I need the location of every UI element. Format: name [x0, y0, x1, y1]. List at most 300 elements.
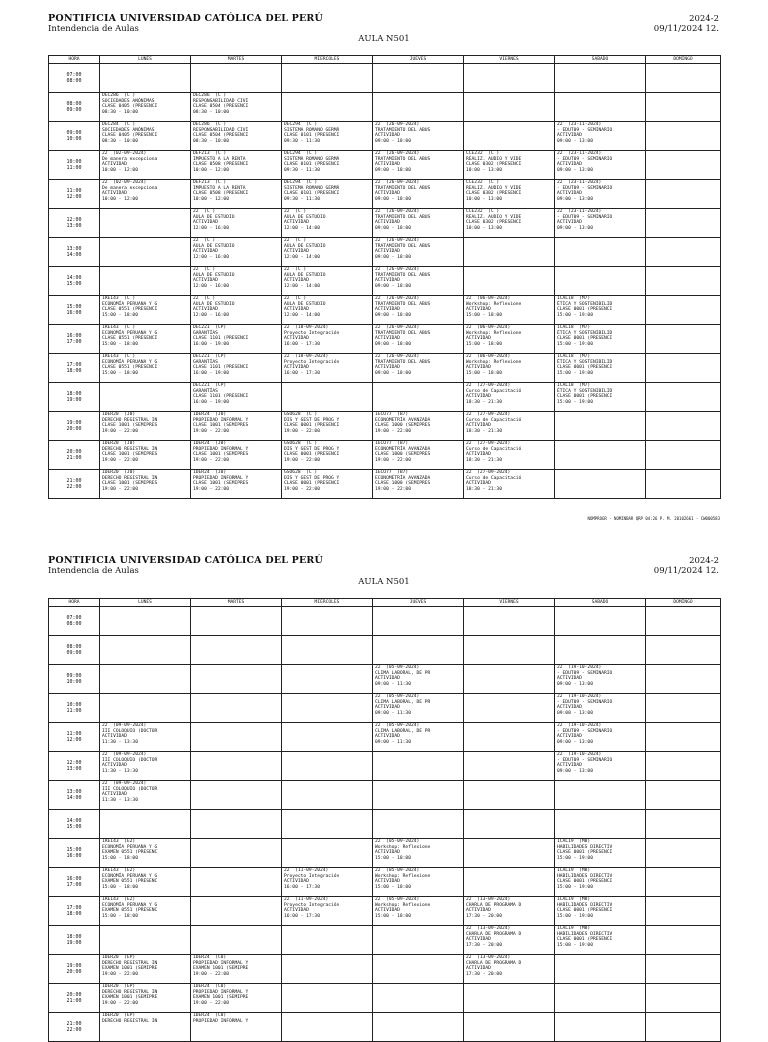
day-header-miercoles: MIERCOLES	[282, 56, 373, 64]
day-header-jueves: JUEVES	[373, 599, 464, 607]
time-row	[49, 267, 721, 296]
event-text: 1DER24 (J0) PROPIEDAD INFORMAL Y CLASE 1001 (SEMIPRES 19:00 - 22:00	[193, 412, 249, 434]
schedule-cell	[646, 296, 721, 325]
schedule-cell	[646, 209, 721, 238]
schedule-cell	[191, 955, 282, 984]
schedule-cell	[555, 665, 646, 694]
hour-cell	[49, 752, 100, 781]
hour-start: 21:00	[66, 1021, 82, 1027]
day-header-sabado: SABADO	[555, 599, 646, 607]
event-text: 22 (05-09-2024) Workshop: Reflexione ACTIVIDAD 15:00 - 18:00	[375, 897, 431, 919]
schedule-cell	[282, 412, 373, 441]
event-text: 22 (26-09-2024) TRATAMIENTO DEL ABUS ACTIVIDAD 09:00 - 18:00	[375, 238, 431, 260]
schedule-cell	[373, 122, 464, 151]
hour-end: 21:00	[66, 998, 82, 1004]
day-header-lunes: LUNES	[100, 56, 191, 64]
time-row	[49, 151, 721, 180]
schedule-cell	[191, 180, 282, 209]
event-text: 22 (23-11-2024) - EDUT09 - SEMINARIO ACTIVIDAD 09:00 - 13:00	[557, 180, 613, 202]
hour-end: 08:00	[66, 78, 82, 84]
time-row	[49, 723, 721, 752]
schedule-cell	[100, 93, 191, 122]
hour-start: 17:00	[66, 362, 82, 368]
hour-cell	[49, 868, 100, 897]
hour-end: 15:00	[66, 824, 82, 830]
schedule-cell	[373, 238, 464, 267]
schedule-cell	[282, 267, 373, 296]
schedule-cell	[555, 810, 646, 839]
time-row	[49, 470, 721, 499]
schedule-cell	[191, 267, 282, 296]
schedule-cell	[373, 607, 464, 636]
time-row	[49, 383, 721, 412]
schedule-cell	[373, 752, 464, 781]
schedule-cell	[191, 897, 282, 926]
schedule-cell	[100, 151, 191, 180]
schedule-cell	[282, 868, 373, 897]
schedule-cell	[282, 383, 373, 412]
time-row	[49, 325, 721, 354]
hour-end: 18:00	[66, 368, 82, 374]
hour-cell	[49, 325, 100, 354]
schedule-cell	[100, 607, 191, 636]
schedule-table	[48, 55, 721, 499]
schedule-cell	[373, 839, 464, 868]
hour-end: 17:00	[66, 339, 82, 345]
schedule-cell	[646, 781, 721, 810]
schedule-cell	[555, 64, 646, 93]
time-row	[49, 781, 721, 810]
schedule-cell	[100, 665, 191, 694]
hour-cell	[49, 781, 100, 810]
hour-cell	[49, 64, 100, 93]
page-footer: NOMPROGR - NOMINBAR QRP 04:26 P. M. 20102661 - CW000583	[587, 516, 720, 521]
hour-start: 20:00	[66, 449, 82, 455]
event-text: 1RE143 (C ) ECONOMÍA PERUANA Y G CLASE 0551 (PRESENCI 15:00 - 18:00	[102, 354, 158, 376]
schedule-cell	[555, 441, 646, 470]
event-text: DEC286 (C ) RESPONSABILIDAD CIVI CLASE 0504 (PRESENCI 08:30 - 10:00	[193, 93, 249, 115]
time-row	[49, 64, 721, 93]
hour-start: 17:00	[66, 905, 82, 911]
schedule-cell	[464, 752, 555, 781]
time-row	[49, 810, 721, 839]
hour-start: 12:00	[66, 217, 82, 223]
schedule-cell	[646, 897, 721, 926]
hour-start: 11:00	[66, 188, 82, 194]
event-text: DEC221 (CP) GARANTÍAS CLASE 1101 (PRESENCI 16:00 - 19:00	[193, 325, 249, 347]
schedule-cell	[282, 665, 373, 694]
schedule-cell	[373, 267, 464, 296]
schedule-cell	[646, 412, 721, 441]
event-text: 1DER20 (EP) DERECHO REGISTRAL IN	[102, 1013, 158, 1024]
event-text: 1RE143 (E2) ECONOMÍA PERUANA Y G EXAMEN 0551 (PRESENC 15:00 - 18:00	[102, 839, 158, 861]
hour-cell	[49, 354, 100, 383]
event-text: 22 (23-11-2024) - EDUT09 - SEMINARIO ACTIVIDAD 09:00 - 13:00	[557, 151, 613, 173]
day-header-sabado: SABADO	[555, 56, 646, 64]
event-text: 1CAL19 (M8) HABILIDADES DIRECTIV CLASE 0001 (PRESENCI 15:00 - 19:00	[557, 926, 613, 948]
schedule-cell	[646, 868, 721, 897]
hour-cell	[49, 296, 100, 325]
schedule-cell	[464, 665, 555, 694]
schedule-cell	[373, 955, 464, 984]
event-text: 22 (05-09-2024) CLIMA LABORAL, DE PR ACTIVIDAD 09:00 - 11:30	[375, 723, 431, 745]
schedule-cell	[646, 926, 721, 955]
schedule-cell	[373, 926, 464, 955]
schedule-cell	[282, 723, 373, 752]
event-text: 22 (27-09-2024) Curso de Capacitació ACTIVIDAD 18:30 - 21:30	[466, 412, 522, 434]
day-header-lunes: LUNES	[100, 599, 191, 607]
schedule-cell	[646, 122, 721, 151]
schedule-cell	[555, 209, 646, 238]
schedule-cell	[191, 752, 282, 781]
schedule-cell	[100, 868, 191, 897]
schedule-cell	[373, 694, 464, 723]
event-text: 22 (C ) AULA DE ESTUDIO ACTIVIDAD 12:00 - 14:00	[284, 296, 326, 318]
schedule-cell	[373, 665, 464, 694]
hour-cell	[49, 470, 100, 499]
schedule-cell	[191, 665, 282, 694]
university-name: PONTIFICIA UNIVERSIDAD CATÓLICA DEL PERÚ	[48, 13, 324, 24]
schedule-cell	[282, 122, 373, 151]
event-text: 22 (C ) AULA DE ESTUDIO ACTIVIDAD 12:00 - 14:00	[284, 238, 326, 260]
schedule-cell	[373, 984, 464, 1013]
schedule-cell	[282, 354, 373, 383]
schedule-cell	[191, 607, 282, 636]
schedule-cell	[555, 93, 646, 122]
schedule-cell	[282, 926, 373, 955]
event-text: 22 (13-09-2024) CHARLA DE PROGRAMA D ACTIVIDAD 17:30 - 20:00	[466, 926, 522, 948]
schedule-cell	[464, 209, 555, 238]
schedule-cell	[464, 781, 555, 810]
schedule-cell	[464, 810, 555, 839]
schedule-cell	[373, 180, 464, 209]
schedule-cell	[100, 354, 191, 383]
schedule-cell	[282, 810, 373, 839]
schedule-cell	[646, 238, 721, 267]
schedule-cell	[464, 296, 555, 325]
schedule-cell	[100, 955, 191, 984]
event-text: 22 (26-09-2024) TRATAMIENTO DEL ABUS ACTIVIDAD 09:00 - 18:00	[375, 180, 431, 202]
hour-end: 10:00	[66, 136, 82, 142]
schedule-cell	[464, 955, 555, 984]
event-text: 22 (26-09-2024) TRATAMIENTO DEL ABUS ACTIVIDAD 09:00 - 18:00	[375, 296, 431, 318]
period: 2024-2	[689, 14, 719, 24]
hour-start: 08:00	[66, 101, 82, 107]
time-row	[49, 441, 721, 470]
schedule-cell	[373, 897, 464, 926]
schedule-cell	[646, 752, 721, 781]
time-row	[49, 180, 721, 209]
day-header-jueves: JUEVES	[373, 56, 464, 64]
hour-cell	[49, 238, 100, 267]
day-header-martes: MARTES	[191, 56, 282, 64]
hour-cell	[49, 926, 100, 955]
event-text: 22 (26-09-2024) TRATAMIENTO DEL ABUS ACTIVIDAD 09:00 - 18:00	[375, 209, 431, 231]
time-row	[49, 868, 721, 897]
time-row	[49, 354, 721, 383]
hour-cell	[49, 723, 100, 752]
schedule-cell	[282, 839, 373, 868]
schedule-cell	[191, 441, 282, 470]
day-header-viernes: VIERNES	[464, 599, 555, 607]
schedule-cell	[100, 209, 191, 238]
event-text: DEC294 (C ) SISTEMA ROMANO GERMÁ CLASE 0101 (PRESENCI 09:30 - 11:30	[284, 151, 340, 173]
schedule-cell	[464, 93, 555, 122]
schedule-cell	[191, 93, 282, 122]
time-row	[49, 636, 721, 665]
schedule-cell	[464, 868, 555, 897]
hour-start: 10:00	[66, 159, 82, 165]
schedule-cell	[191, 383, 282, 412]
event-text: 22 (C ) AULA DE ESTUDIO ACTIVIDAD 12:00 - 16:00	[193, 296, 235, 318]
hour-start: 19:00	[66, 963, 82, 969]
office-name: Intendencia de Aulas	[48, 24, 139, 34]
hour-cell	[49, 180, 100, 209]
schedule-cell	[555, 238, 646, 267]
hour-cell	[49, 636, 100, 665]
schedule-cell	[373, 325, 464, 354]
schedule-cell	[646, 151, 721, 180]
schedule-cell	[282, 897, 373, 926]
schedule-cell	[464, 984, 555, 1013]
event-text: DEC221 (CP) GARANTÍAS CLASE 1101 (PRESENCI 16:00 - 19:00	[193, 383, 249, 405]
schedule-cell	[100, 383, 191, 412]
time-row	[49, 607, 721, 636]
hour-end: 12:00	[66, 737, 82, 743]
hour-cell	[49, 122, 100, 151]
schedule-cell	[464, 383, 555, 412]
schedule-cell	[555, 694, 646, 723]
event-text: 22 (19-10-2024) - EDUT09 - SEMINARIO ACTIVIDAD 09:00 - 13:00	[557, 723, 613, 745]
day-header-viernes: VIERNES	[464, 56, 555, 64]
hour-start: 16:00	[66, 876, 82, 882]
schedule-cell	[555, 151, 646, 180]
event-text: CCE232 (C ) REALIZ. AUDIO Y VIDE CLASE 0302 (PRESENCI 10:00 - 13:00	[466, 209, 522, 231]
header-right	[654, 556, 719, 576]
event-text: 22 (02-09-2024) De manera excepciona ACTIVIDAD 10:00 - 12:00	[102, 151, 158, 173]
hour-start: 07:00	[66, 72, 82, 78]
schedule-cell	[373, 209, 464, 238]
schedule-cell	[555, 636, 646, 665]
schedule-cell	[282, 636, 373, 665]
schedule-cell	[464, 723, 555, 752]
schedule-cell	[373, 412, 464, 441]
schedule-cell	[646, 383, 721, 412]
schedule-cell	[464, 441, 555, 470]
event-text: DEC221 (CP) GARANTÍAS CLASE 1101 (PRESENCI 16:00 - 19:00	[193, 354, 249, 376]
event-text: 22 (26-09-2024) TRATAMIENTO DEL ABUS ACTIVIDAD 09:00 - 18:00	[375, 151, 431, 173]
schedule-cell	[100, 694, 191, 723]
event-text: GSO628 (C ) DIS Y GEST DE PROG Y CLASE 0001 (PRESENCI 19:00 - 22:00	[284, 470, 340, 492]
schedule-cell	[646, 636, 721, 665]
time-row	[49, 694, 721, 723]
hour-end: 10:00	[66, 679, 82, 685]
hour-end: 09:00	[66, 650, 82, 656]
schedule-cell	[282, 296, 373, 325]
schedule-cell	[464, 607, 555, 636]
hour-cell	[49, 810, 100, 839]
event-text: 1DER20 (J0) DERECHO REGISTRAL IN CLASE 1001 (SEMIPRES 19:00 - 22:00	[102, 470, 158, 492]
time-row	[49, 209, 721, 238]
hour-start: 19:00	[66, 420, 82, 426]
event-text: 1ECO77 (B7) ECONOMETRÍA AVANZADA CLASE 1000 (SEMIPRES 19:00 - 22:00	[375, 470, 431, 492]
hour-start: 14:00	[66, 818, 82, 824]
schedule-cell	[555, 1013, 646, 1042]
time-row	[49, 238, 721, 267]
day-header-row	[49, 599, 721, 607]
event-text: 22 (18-09-2024) Proyecto Integración ACTIVIDAD 16:00 - 17:30	[284, 325, 340, 347]
event-text: 22 (02-09-2024) De manera excepciona ACTIVIDAD 10:00 - 12:00	[102, 180, 158, 202]
day-header-row	[49, 56, 721, 64]
hour-end: 13:00	[66, 223, 82, 229]
schedule-cell	[646, 810, 721, 839]
schedule-cell	[555, 752, 646, 781]
event-text: 1DER20 (EP) DERECHO REGISTRAL IN EXAMEN 1001 (SEMIPRE 19:00 - 22:00	[102, 955, 158, 977]
schedule-cell	[555, 723, 646, 752]
hour-end: 14:00	[66, 252, 82, 258]
schedule-cell	[555, 984, 646, 1013]
schedule-cell	[100, 441, 191, 470]
schedule-cell	[100, 267, 191, 296]
schedule-cell	[100, 180, 191, 209]
schedule-cell	[282, 607, 373, 636]
schedule-cell	[100, 897, 191, 926]
schedule-cell	[282, 209, 373, 238]
schedule-cell	[464, 470, 555, 499]
event-text: 22 (18-09-2024) Proyecto Integración ACTIVIDAD 16:00 - 17:30	[284, 354, 340, 376]
event-text: 1DER24 (J0) PROPIEDAD INFORMAL Y CLASE 1001 (SEMIPRES 19:00 - 22:00	[193, 470, 249, 492]
day-header-domingo: DOMINGO	[646, 599, 721, 607]
event-text: 22 (11-09-2024) Proyecto Integración ACTIVIDAD 16:00 - 17:30	[284, 897, 340, 919]
schedule-cell	[191, 636, 282, 665]
hour-cell	[49, 93, 100, 122]
event-text: DEF213 (C ) IMPUESTO A LA RENTA CLASE 0508 (PRESENCI 10:00 - 12:00	[193, 151, 249, 173]
schedule-cell	[646, 64, 721, 93]
period: 2024-2	[689, 556, 719, 566]
schedule-cell	[464, 180, 555, 209]
schedule-cell	[464, 1013, 555, 1042]
event-text: 22 (23-11-2024) - EDUT09 - SEMINARIO ACTIVIDAD 09:00 - 13:00	[557, 122, 613, 144]
schedule-cell	[464, 122, 555, 151]
schedule-cell	[464, 694, 555, 723]
schedule-cell	[191, 412, 282, 441]
time-row	[49, 665, 721, 694]
schedule-cell	[646, 441, 721, 470]
hour-start: 10:00	[66, 702, 82, 708]
event-text: 22 (11-09-2024) Proyecto Integración ACTIVIDAD 16:00 - 17:30	[284, 868, 340, 890]
schedule-cell	[555, 383, 646, 412]
hour-start: 08:00	[66, 644, 82, 650]
event-text: DEC294 (C ) SISTEMA ROMANO GERMÁ CLASE 0101 (PRESENCI 09:30 - 11:30	[284, 122, 340, 144]
event-text: DEF213 (C ) IMPUESTO A LA RENTA CLASE 0508 (PRESENCI 10:00 - 12:00	[193, 180, 249, 202]
hour-end: 22:00	[66, 484, 82, 490]
event-text: 1RE143 (C ) ECONOMÍA PERUANA Y G CLASE 0551 (PRESENCI 15:00 - 18:00	[102, 325, 158, 347]
schedule-cell	[555, 354, 646, 383]
schedule-cell	[282, 151, 373, 180]
event-text: 22 (27-09-2024) Curso de Capacitació ACTIVIDAD 18:30 - 21:30	[466, 470, 522, 492]
schedule-cell	[100, 238, 191, 267]
hour-end: 08:00	[66, 621, 82, 627]
event-text: 1ECO77 (B7) ECONOMETRÍA AVANZADA CLASE 1000 (SEMIPRES 19:00 - 22:00	[375, 441, 431, 463]
schedule-cell	[464, 238, 555, 267]
event-text: GSO628 (C ) DIS Y GEST DE PROG Y CLASE 0001 (PRESENCI 19:00 - 22:00	[284, 412, 340, 434]
event-text: 22 (C ) AULA DE ESTUDIO ACTIVIDAD 12:00 - 14:00	[284, 209, 326, 231]
hour-end: 09:00	[66, 107, 82, 113]
event-text: 1DER24 (J0) PROPIEDAD INFORMAL Y CLASE 1001 (SEMIPRES 19:00 - 22:00	[193, 441, 249, 463]
schedule-cell	[373, 93, 464, 122]
schedule-cell	[373, 151, 464, 180]
event-text: 1CAL19 (M8) HABILIDADES DIRECTIV CLASE 0001 (PRESENCI 15:00 - 19:00	[557, 868, 613, 890]
schedule-cell	[464, 897, 555, 926]
hour-start: 13:00	[66, 246, 82, 252]
schedule-cell	[464, 412, 555, 441]
hour-end: 12:00	[66, 194, 82, 200]
schedule-cell	[555, 868, 646, 897]
event-text: 22 (C ) AULA DE ESTUDIO ACTIVIDAD 12:00 - 14:00	[284, 267, 326, 289]
schedule-cell	[555, 325, 646, 354]
time-row	[49, 897, 721, 926]
hour-end: 14:00	[66, 795, 82, 801]
hour-end: 20:00	[66, 969, 82, 975]
schedule-cell	[100, 296, 191, 325]
schedule-cell	[191, 723, 282, 752]
hour-start: 09:00	[66, 673, 82, 679]
schedule-cell	[282, 64, 373, 93]
schedule-cell	[646, 723, 721, 752]
schedule-cell	[555, 839, 646, 868]
schedule-cell	[191, 984, 282, 1013]
schedule-cell	[282, 441, 373, 470]
event-text: 22 (09-09-2024) III COLOQUIO (DOCTOR ACTIVIDAD 11:30 - 13:30	[102, 781, 158, 803]
hour-end: 20:00	[66, 426, 82, 432]
schedule-cell	[100, 984, 191, 1013]
event-text: 1CAL18 (M7) ÉTICA Y SOSTENIBILID CLASE 0001 (PRESENCI 15:00 - 19:00	[557, 354, 613, 376]
schedule-cell	[464, 354, 555, 383]
hour-end: 21:00	[66, 455, 82, 461]
hour-start: 21:00	[66, 478, 82, 484]
hour-cell	[49, 267, 100, 296]
schedule-cell	[191, 868, 282, 897]
room-title: AULA N501	[358, 577, 410, 587]
hour-start: 15:00	[66, 847, 82, 853]
event-text: 1DER20 (J0) DERECHO REGISTRAL IN CLASE 1001 (SEMIPRES 19:00 - 22:00	[102, 412, 158, 434]
schedule-cell	[646, 955, 721, 984]
schedule-cell	[555, 180, 646, 209]
time-row	[49, 839, 721, 868]
hour-start: 16:00	[66, 333, 82, 339]
hour-cell	[49, 412, 100, 441]
schedule-cell	[373, 383, 464, 412]
schedule-cell	[555, 926, 646, 955]
hour-end: 19:00	[66, 940, 82, 946]
event-text: 1CAL18 (M7) ÉTICA Y SOSTENIBILID CLASE 0001 (PRESENCI 15:00 - 19:00	[557, 296, 613, 318]
event-text: 22 (05-09-2024) CLIMA LABORAL, DE PR ACTIVIDAD 09:00 - 11:30	[375, 694, 431, 716]
event-text: 1ECO77 (B7) ECONOMETRÍA AVANZADA CLASE 1000 (SEMIPRES 19:00 - 22:00	[375, 412, 431, 434]
schedule-cell	[191, 1013, 282, 1042]
event-text: CCE232 (C ) REALIZ. AUDIO Y VIDE CLASE 0302 (PRESENCI 10:00 - 13:00	[466, 180, 522, 202]
time-row	[49, 752, 721, 781]
hour-end: 11:00	[66, 708, 82, 714]
event-text: DEC294 (C ) SISTEMA ROMANO GERMÁ CLASE 0101 (PRESENCI 09:30 - 11:30	[284, 180, 340, 202]
schedule-cell	[373, 354, 464, 383]
schedule-cell	[373, 868, 464, 897]
event-text: 1DER24 (C0) PROPIEDAD INFORMAL Y	[193, 1013, 249, 1024]
university-name: PONTIFICIA UNIVERSIDAD CATÓLICA DEL PERÚ	[48, 555, 324, 566]
schedule-cell	[282, 325, 373, 354]
schedule-cell	[555, 267, 646, 296]
time-row	[49, 93, 721, 122]
event-text: 22 (26-09-2024) TRATAMIENTO DEL ABUS ACTIVIDAD 09:00 - 18:00	[375, 354, 431, 376]
